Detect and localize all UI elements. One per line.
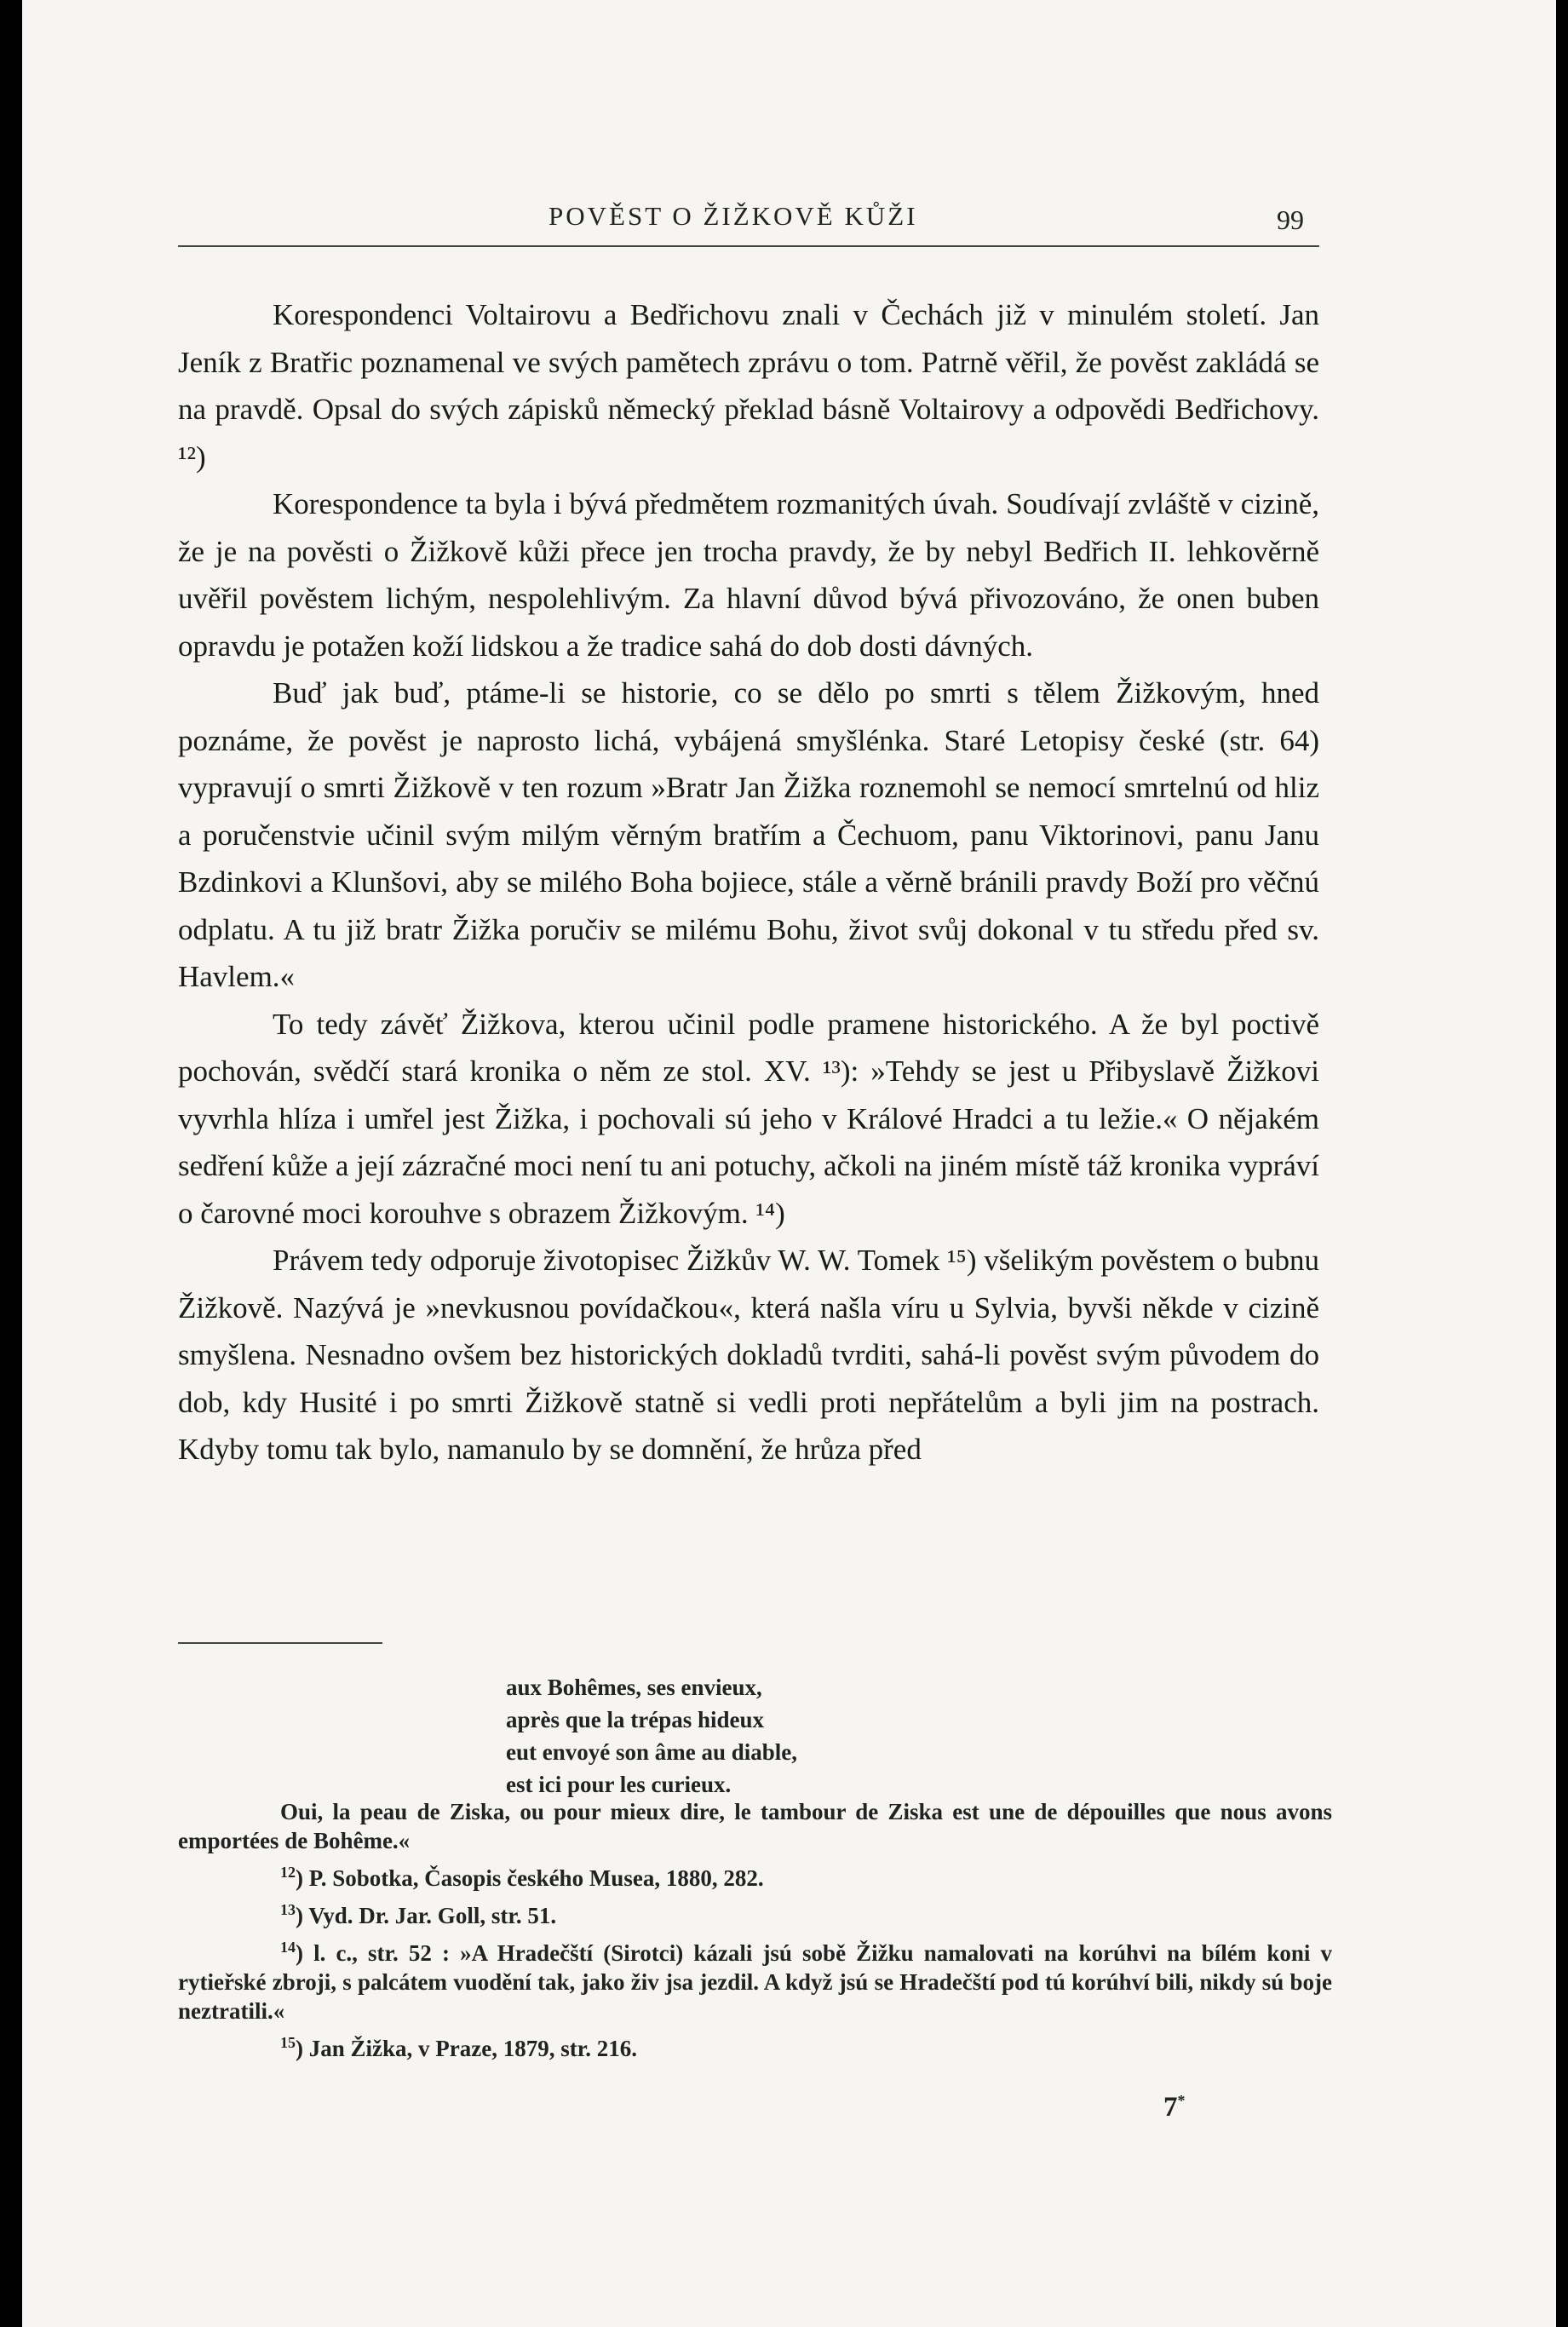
footnotes bbox=[178, 1797, 1332, 2071]
body-text bbox=[178, 291, 1319, 1474]
paragraph-4: To tedy závěť Žižkova, kterou učinil podle pramene historického. A že byl poctivě pochován, svědčí stará kronika o něm ze stol. XV. ¹³): »Tehdy se jest u Přibyslavě Žižkovi vyvrhla hlíza i umřel jest Žižka, i pochovali sú jeho v Králové Hradci a tu ležie.« O nějakém sedření kůže a její zázračné moci není tu ani potuchy, ačkoli na jiném místě táž kronika vypráví o čarovné moci korouhve s obrazem Žižkovým. ¹⁴) bbox=[178, 1007, 1319, 1230]
signature-mark bbox=[1163, 2092, 1186, 2123]
footnote-mark: 14 bbox=[280, 1939, 296, 1956]
running-head: POVĚST O ŽIŽKOVĚ KŮŽI bbox=[549, 201, 918, 231]
verse-line: eut envoyé son âme au diable, bbox=[506, 1739, 798, 1765]
footnote-14: $^{14}$) l. c., str. 52 : »A Hradečští (Sirotci) kázali jsú sobě Žižku namalovati na korúhvi na bílém koni v rytieřské zbroji, s palcátem vuodění tak, jako živ jsa jezdil. A když jsú se Hradečští pod tú korúhví bili, nikdy sú boje neztratili.« bbox=[178, 1939, 1332, 2024]
signature-asterisk: * bbox=[1177, 2092, 1186, 2109]
paragraph-3: Buď jak buď, ptáme-li se historie, co se dělo po smrti s tělem Žižkovým, hned poznáme, že pověst je naprosto lichá, vybájená smyšlénka. Staré Letopisy české (str. 64) vypravují o smrti Žižkově v ten rozum »Bratr Jan Žižka roznemohl se nemocí smrtelnú od hliz a poručenstvie učinil svým milým věrným bratřím a Čechuom, panu Viktorinovi, panu Janu Bzdinkovi a Klunšovi, aby se milého Boha bojiece, stále a věrně bránili pravdy Boží pro věčnú odplatu. A tu již bratr Žižka poručiv se milému Bohu, život svůj dokonal v tu středu před sv. Havlem.« bbox=[178, 676, 1319, 993]
footnote-rule bbox=[178, 1642, 382, 1644]
paragraph-5: Právem tedy odporuje životopisec Žižkův W. W. Tomek ¹⁵) všelikým pověstem o bubnu Žižkově. Nazývá je »nevkusnou povídačkou«, která našla víru u Sylvia, byvši někde v cizině smyšlena. Nesnadno ovšem bez historických dokladů tvrditi, sahá-li pověst svým původem do dob, kdy Husité i po smrti Žižkově statně si vedli proti nepřátelům a byli jim na postrach. Kdyby tomu tak bylo, namanulo by se domnění, že hrůza před bbox=[178, 1244, 1319, 1466]
footnote-text: P. Sobotka, Časopis českého Musea, 1880, 282. bbox=[308, 1865, 764, 1891]
verse-quote bbox=[506, 1671, 797, 1801]
signature-number: 7 bbox=[1163, 2092, 1178, 2123]
footnote-15: $^{15}$) Jan Žižka, v Praze, 1879, str. 216. bbox=[280, 2034, 637, 2061]
page-header bbox=[178, 194, 1319, 247]
paragraph-1: Korespondenci Voltairovu a Bedřichovu znali v Čechách již v minulém století. Jan Jeník z Bratřic poznamenal ve svých pamětech zprávu o tom. Patrně věřil, že pověst zakládá se na pravdě. Opsal do svých zápisků německý překlad básně Voltairovy a odpovědi Bedřichovy. ¹²) bbox=[178, 298, 1319, 474]
verse-line: est ici pour les curieux. bbox=[506, 1772, 732, 1797]
footnote-continuation: Oui, la peau de Ziska, ou pour mieux dire, le tambour de Ziska est une de dépouilles que nous avons emportées de Bohême.« bbox=[178, 1799, 1332, 1853]
footnote-13: $^{13}$) Vyd. Dr. Jar. Goll, str. 51. bbox=[280, 1901, 557, 1928]
verse-line: après que la trépas hideux bbox=[506, 1707, 765, 1732]
page-number: 99 bbox=[1277, 204, 1304, 235]
footnote-mark: 13 bbox=[280, 1901, 296, 1918]
verse-line: aux Bohêmes, ses envieux, bbox=[506, 1675, 762, 1700]
footnote-mark: 12 bbox=[280, 1864, 296, 1881]
document-page bbox=[22, 0, 1556, 2327]
header-rule bbox=[178, 245, 1319, 247]
footnote-12: $^{12}$) P. Sobotka, Časopis českého Musea, 1880, 282. bbox=[280, 1864, 764, 1891]
footnote-text: l. c., str. 52 : »A Hradečští (Sirotci) kázali jsú sobě Žižku namalovati na korúhvi na bílém koni v rytieřské zbroji, s palcátem vuodění tak, jako živ jsa jezdil. A když jsú se Hradečští pod tú korúhví bili, nikdy sú boje neztratili.« bbox=[178, 1940, 1332, 2024]
paragraph-2: Korespondence ta byla i bývá předmětem rozmanitých úvah. Soudívají zvláště v cizině, že je na pověsti o Žižkově kůži přece jen trocha pravdy, že by nebyl Bedřich II. lehkověrně uvěřil pověstem lichým, nespolehlivým. Za hlavní důvod bývá přivozováno, že onen buben opravdu je potažen koží lidskou a že tradice sahá do dob dosti dávných. bbox=[178, 487, 1319, 663]
footnote-text: Jan Žižka, v Praze, 1879, str. 216. bbox=[308, 2036, 637, 2061]
footnote-text: Vyd. Dr. Jar. Goll, str. 51. bbox=[308, 1903, 557, 1928]
footnote-mark: 15 bbox=[280, 2034, 296, 2051]
